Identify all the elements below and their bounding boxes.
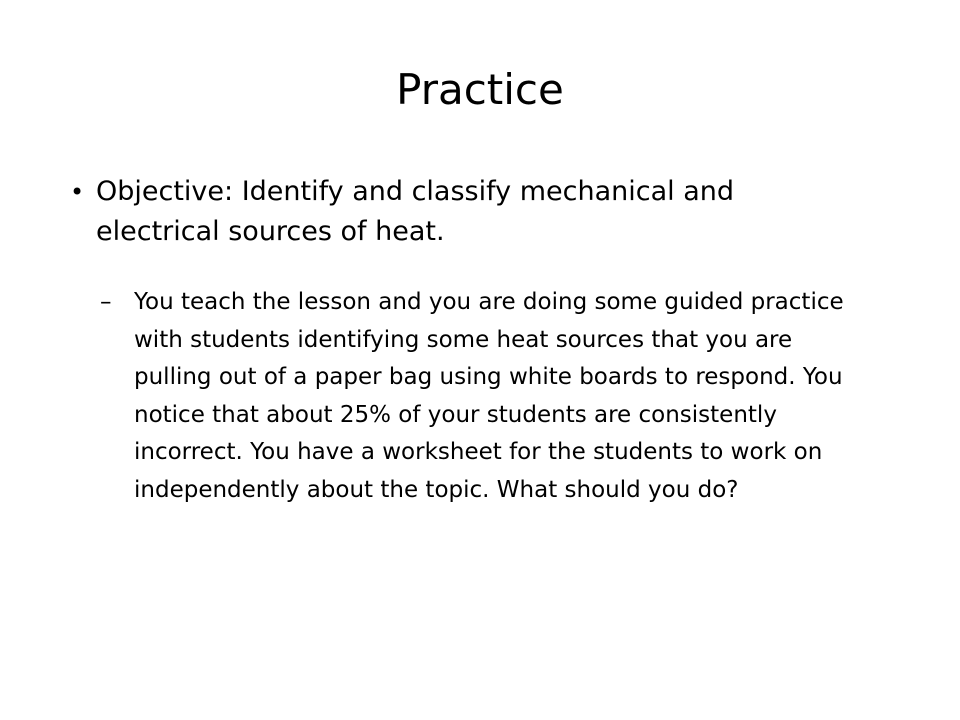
slide-title: Practice — [396, 65, 564, 114]
sub-bullet-text: You teach the lesson and you are doing some guided practice with students identifying some heat sources that you are pulling out of a paper bag using white boards to respond. You notice that about 25% of your students are consistently incorrect. You have a worksheet for the students to work on independently about the topic. What should you do? — [134, 289, 844, 503]
bullet-text: Objective: Identify and classify mechanical and electrical sources of heat. — [96, 176, 735, 247]
bullet-marker: • — [70, 178, 85, 206]
bullet-item — [70, 172, 856, 252]
sub-bullet-item — [100, 284, 864, 509]
sub-bullet-marker: – — [100, 289, 112, 315]
